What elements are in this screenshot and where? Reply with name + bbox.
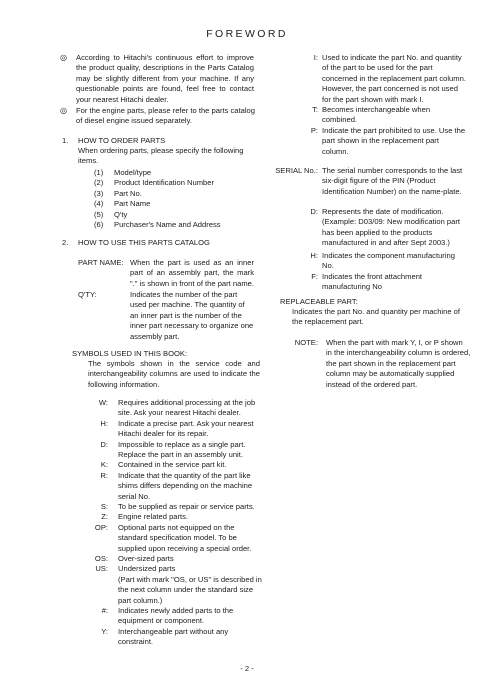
symbol-item: Z: Engine related parts. <box>101 512 189 522</box>
symbol-item: I: Used to indicate the part No. and quantity of the part to be used for the part concerned in the replacement part column. However, the part concerned is not used for the part shown with mark I. <box>313 53 466 104</box>
symbols-list <box>78 398 268 648</box>
symbol-item: H: Indicate a precise part. Ask your nearest Hitachi dealer for its repair. <box>100 418 254 439</box>
list-item: (2) Product Identification Number <box>94 178 215 188</box>
list-item: (5) Q'ty <box>94 209 128 219</box>
symbol-item: K: Contained in the service part kit. <box>100 460 227 470</box>
definition-text: Indicates the number of the part used per machine. The quantity of an inner part is the number of the inner part necessary to organize one assembly part. <box>130 290 254 341</box>
bullet-icon: ◎ <box>60 53 67 62</box>
section-1-number: 1. <box>62 136 69 145</box>
symbols-heading: SYMBOLS USED IN THIS BOOK: <box>72 349 188 358</box>
symbol-item: S: To be supplied as repair or service parts. <box>100 501 255 511</box>
definition-text: When the part is used as an inner part of an assembly part, the mark "." is shown in front of the part name. <box>130 258 254 288</box>
note-key: NOTE: <box>294 338 318 347</box>
list-item: (3) Part No. <box>94 188 142 198</box>
symbol-item: H: Indicates the component manufacturing No. <box>310 251 455 271</box>
replaceable-text: Indicates the part No. and quantity per machine of the replacement part. <box>292 307 461 327</box>
order-items-list <box>94 168 221 230</box>
section-2-heading: HOW TO USE THIS PARTS CATALOG <box>78 238 210 247</box>
note-block: NOTE: When the part with mark Y, I, or P shown in the interchangeability column is ordered, the part shown in the replacement part column may be automatically supplied instead of the ordered part. <box>268 338 473 390</box>
replaceable-heading: REPLACEABLE PART: <box>280 297 358 306</box>
definition-key: Q'TY: <box>78 290 97 299</box>
symbol-item: R: Indicate that the quantity of the part like shims differs depending on the machine serial No. <box>100 470 253 501</box>
page-title: FOREWORD <box>206 28 288 40</box>
symbol-item: D: Impossible to replace as a single part. Replace the part in an assembly unit. <box>100 439 246 459</box>
symbol-item: P: Indicate the part prohibited to use. Use the part shown in the replacement part column. <box>310 125 466 156</box>
bullet-icon: ◎ <box>60 106 67 115</box>
section-2-number: 2. <box>62 238 69 247</box>
symbol-item: F: Indicates the front attachment manufacturing No <box>311 271 423 292</box>
symbol-item: D: Represents the date of modification. (Example: D03/09: New modification part has been applied to the products manufactured in and after Sept 2003.) <box>310 207 461 248</box>
intro-paragraph-2: For the engine parts, please refer to the parts catalog of diesel engine issued separately. <box>76 106 255 126</box>
symbol-item: US: Undersized parts (Part with mark "OS, or US" is described in the next column under the standard size part column.) <box>95 564 262 605</box>
page-number: - 2 - <box>240 664 254 673</box>
section-1-heading: HOW TO ORDER PARTS <box>78 136 166 145</box>
list-item: (6) Purchaser's Name and Address <box>94 220 221 230</box>
right-symbols-list <box>268 53 468 157</box>
serial-definition: SERIAL No.: The serial number corresponds to the last six-digit figure of the PIN (Product Identification Number) on the name-plate. <box>268 166 468 197</box>
intro-paragraph-1: According to Hitachi's continuous effort to improve the product quality, descriptions in the Parts Catalog may be slightly different from your machine. If any questionable points are found, feel free to contact your nearest Hitachi dealer. <box>76 53 254 104</box>
symbol-item: W: Requires additional processing at the job site. Ask your nearest Hitachi dealer. <box>98 398 256 418</box>
symbol-item: Y: Interchangeable part without any constraint. <box>101 626 229 647</box>
modification-symbols-list <box>268 207 468 293</box>
definition-key: PART NAME: <box>78 258 124 267</box>
symbol-item: OP: Optional parts not equipped on the standard specification model. To be supplied upon receiving a special order. <box>94 522 252 553</box>
serial-key: SERIAL No.: <box>275 166 318 175</box>
list-item: (4) Part Name <box>94 199 151 209</box>
symbol-item: #: Indicates newly added parts to the equipment or component. <box>101 605 234 626</box>
symbols-lead: The symbols shown in the service code and interchangeability columns are used to indicate the following information. <box>88 359 260 389</box>
symbol-item: T: Becomes interchangeable when combined. <box>312 105 431 125</box>
list-item: (1) Model/type <box>94 168 152 177</box>
symbol-item: OS: Over-sized parts <box>94 553 174 563</box>
section-1-lead: When ordering parts, please specify the following items. <box>78 146 244 166</box>
